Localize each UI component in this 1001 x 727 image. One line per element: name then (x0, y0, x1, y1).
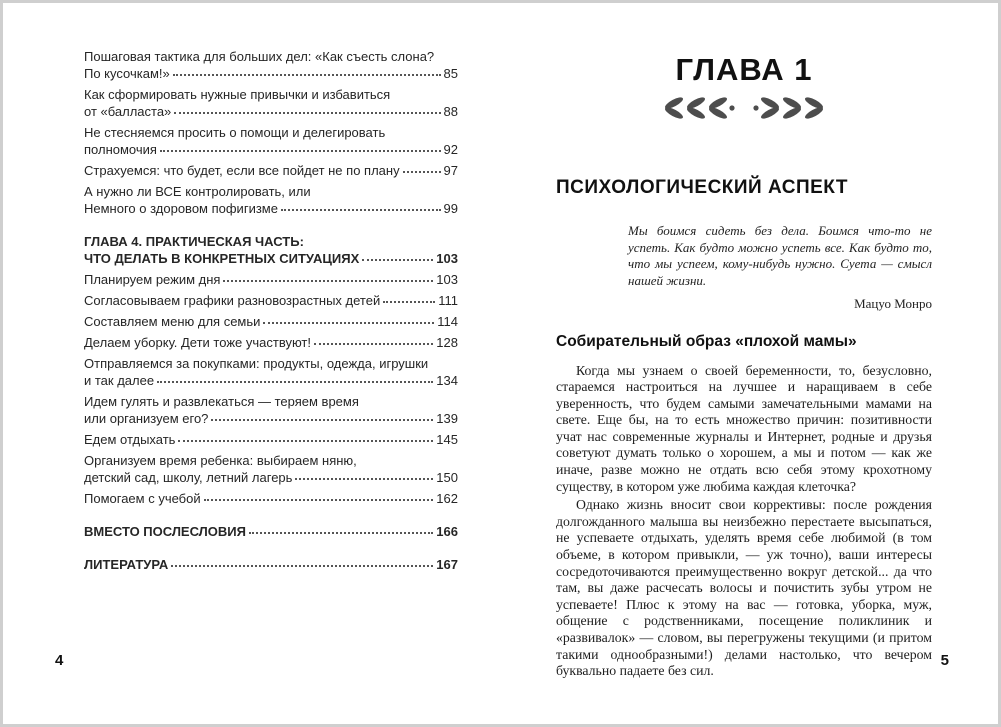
toc-entry-lastline (84, 250, 458, 267)
page-number-left: 4 (55, 652, 64, 669)
toc-entry (84, 431, 458, 448)
epigraph (628, 223, 932, 313)
toc-page-number: 139 (436, 411, 458, 426)
toc-page-number: 103 (436, 251, 458, 266)
toc-dot-leader (171, 565, 433, 567)
epigraph-text: Мы боимся сидеть без дела. Боимся что-то не успеть. Как будто можно успеть все. Как будто то, что мы успеем, кому-нибудь нужно. Суета — смысл нашей жизни. (628, 223, 932, 288)
toc-entry-lastline (84, 313, 458, 330)
toc-entry (84, 48, 458, 82)
toc-dot-leader (157, 381, 433, 383)
toc-entry (84, 523, 458, 540)
toc-entry-lastline (84, 334, 458, 351)
toc-entry (84, 490, 458, 507)
toc-entry (84, 271, 458, 288)
toc-list (84, 48, 458, 573)
toc-entry-label: Делаем уборку. Дети тоже участвуют! (84, 335, 311, 350)
toc-dot-leader (383, 301, 435, 303)
toc-entry-label: Согласовываем графики разновозрастных детей (84, 293, 381, 308)
toc-entry-lastline (84, 469, 458, 486)
toc-entry-line: Организуем время ребенка: выбираем няню, (84, 453, 357, 468)
toc-dot-leader (178, 440, 433, 442)
toc-entry-label: Планируем режим дня (84, 272, 221, 287)
toc-page-number: 111 (438, 293, 458, 308)
toc-entry (84, 313, 458, 330)
toc-entry-line: Отправляемся за покупками: продукты, одежда, игрушки (84, 356, 429, 371)
toc-entry-label: ЧТО ДЕЛАТЬ В КОНКРЕТНЫХ СИТУАЦИЯХ (84, 251, 360, 266)
toc-page-number: 145 (436, 432, 458, 447)
toc-entry (84, 393, 458, 427)
paragraph: Однако жизнь вносит свои коррективы: после рождения долгожданного малыша вы неизбежно перестаете высыпаться, не успеваете отдыхать, уделять время себе любимой (в том объеме, в котором привыкли, — уж точно), ваши интересы сосредоточиваются преимущественно вокруг детской... да что там, вы даже расчесать волосы и почистить зубы утром не успеваете! Плюс к этому на вас — готовка, уборка, муж, общение с родственниками, посещение поликлиник и «развивалок» — словом, вы перегружены текущими (и притом такими однообразными!) делами настолько, что вечером буквально падаете без сил. (556, 497, 932, 679)
toc-page-number: 128 (436, 335, 458, 350)
toc-entry (84, 124, 458, 158)
toc-page-number: 150 (436, 470, 458, 485)
toc-entry (84, 556, 458, 573)
toc-page-number: 99 (443, 201, 458, 216)
toc-entry-lastline (84, 103, 458, 120)
toc-dot-leader (281, 209, 441, 211)
toc-page-number: 92 (443, 142, 458, 157)
toc-dot-leader (160, 150, 441, 152)
toc-dot-leader (223, 280, 433, 282)
section-title: ПСИХОЛОГИЧЕСКИЙ АСПЕКТ (556, 177, 848, 198)
toc-dot-leader (403, 171, 441, 173)
toc-dot-leader (211, 419, 433, 421)
toc-dot-leader (314, 343, 433, 345)
toc-entry-lastline (84, 141, 458, 158)
toc-page-number: 103 (436, 272, 458, 287)
toc-entry-lastline (84, 490, 458, 507)
toc-entry-lastline (84, 292, 458, 309)
toc-entry (84, 452, 458, 486)
toc-entry-label: ЛИТЕРАТУРА (84, 557, 169, 572)
toc-entry-line: ГЛАВА 4. ПРАКТИЧЕСКАЯ ЧАСТЬ: (84, 234, 304, 249)
toc-entry (84, 334, 458, 351)
toc-page-number: 97 (443, 163, 458, 178)
body-text (556, 363, 932, 680)
toc-entry-label: Едем отдыхать (84, 432, 176, 447)
toc-entry-label: По кусочкам!» (84, 66, 170, 81)
toc-entry (84, 162, 458, 179)
toc-entry-lastline (84, 556, 458, 573)
toc-entry (84, 292, 458, 309)
toc-entry-lastline (84, 410, 458, 427)
toc-entry-line: А нужно ли ВСЕ контролировать, или (84, 184, 311, 199)
toc-entry-label: Страхуемся: что будет, если все пойдет не по плану (84, 163, 400, 178)
toc-entry-label: Составляем меню для семьи (84, 314, 261, 329)
toc-dot-leader (173, 74, 441, 76)
toc-entry-lastline (84, 65, 458, 82)
toc-entry-line: Пошаговая тактика для больших дел: «Как съесть слона? (84, 49, 435, 64)
toc-dot-leader (204, 499, 434, 501)
toc-entry-label: Немного о здоровом пофигизме (84, 201, 278, 216)
chapter-heading: ГЛАВА 1 (675, 52, 813, 87)
toc-page-number: 85 (443, 66, 458, 81)
toc-entry-label: от «балласта» (84, 104, 172, 119)
toc-entry-lastline (84, 271, 458, 288)
toc-entry-lastline (84, 162, 458, 179)
toc-entry-line: Как сформировать нужные привычки и избавиться (84, 87, 391, 102)
right-page (556, 36, 932, 682)
toc-page-number: 134 (436, 373, 458, 388)
toc-entry (84, 183, 458, 217)
toc-dot-leader (295, 478, 433, 480)
laurel-divider-icon (556, 96, 932, 125)
toc-entry-label: полномочия (84, 142, 157, 157)
toc-entry (84, 233, 458, 267)
toc-page-number: 114 (437, 314, 458, 329)
left-page (84, 48, 458, 577)
epigraph-attribution: Мацуо Монро (854, 296, 932, 311)
toc-entry-line: Не стесняемся просить о помощи и делегировать (84, 125, 386, 140)
toc-entry-label: или организуем его? (84, 411, 209, 426)
laurel-svg (660, 96, 828, 120)
toc-entry-line: Идем гулять и развлекаться — теряем время (84, 394, 359, 409)
toc-page-number: 166 (436, 524, 458, 539)
toc-entry-label: и так далее (84, 373, 155, 388)
toc-dot-leader (174, 112, 440, 114)
subheading: Собирательный образ «плохой мамы» (556, 332, 857, 350)
toc-page-number: 162 (436, 491, 458, 506)
toc-dot-leader (249, 532, 433, 534)
toc-entry-label: Помогаем с учебой (84, 491, 201, 506)
toc-dot-leader (263, 322, 434, 324)
toc-dot-leader (362, 259, 433, 261)
toc-entry-lastline (84, 200, 458, 217)
paragraph: Когда мы узнаем о своей беременности, то, безусловно, стараемся настроиться на лучшее и наращиваем в себе уверенность, что будем самыми замечательными мамами на свете. Еще бы, на то есть множество причин: позитивности учат нас современные журналы и Интернет, родные и друзья советуют думать только о хорошем, а мы и потом — как же иначе, разве можно не отдать всю себя этому крохотному существу, в котором уже любима каждая клеточка? (556, 362, 932, 494)
toc-entry (84, 355, 458, 389)
toc-entry-label: ВМЕСТО ПОСЛЕСЛОВИЯ (84, 524, 246, 539)
toc-page-number: 88 (443, 104, 458, 119)
toc-entry (84, 86, 458, 120)
toc-entry-lastline (84, 372, 458, 389)
page-number-right: 5 (940, 652, 949, 669)
toc-entry-lastline (84, 523, 458, 540)
toc-page-number: 167 (436, 557, 458, 572)
toc-entry-lastline (84, 431, 458, 448)
toc-entry-label: детский сад, школу, летний лагерь (84, 470, 293, 485)
